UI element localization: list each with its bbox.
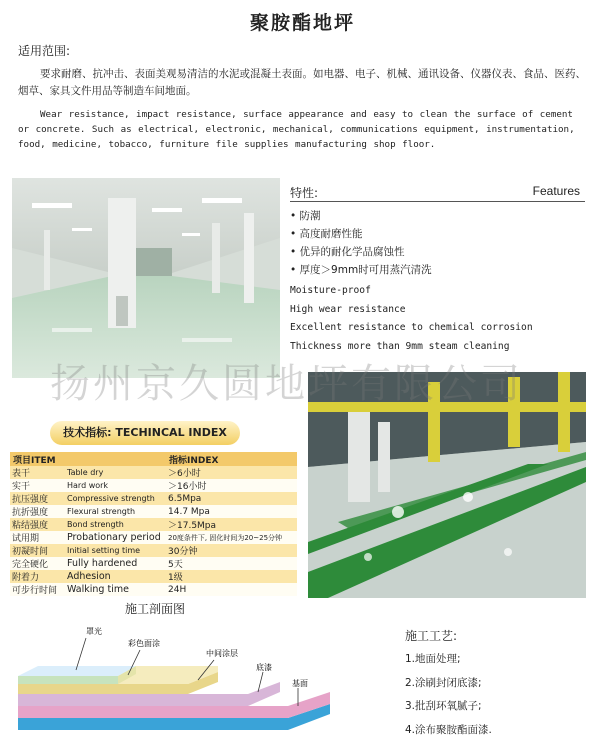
feature-item: • 优异的耐化学品腐蚀性 (290, 246, 405, 258)
features-list-cn (290, 207, 432, 279)
row-value: 20度条件下, 固化时间为20~25分钟 (166, 531, 297, 544)
scope-en-text: Wear resistance, impact resistance, surface appearance and easy to clean the surface of cement or concrete. Such as electrical, electronic, mechanical, communications equipment, instrumentation, food, medicine, tobacco, furniture file supplies manufacturing shop floor. (18, 109, 575, 150)
cleanroom-photo (12, 178, 280, 378)
cross-section-title: 施工剖面图 (125, 602, 186, 616)
row-cn: 粘结强度 (10, 518, 65, 531)
row-en: Initial setting time (65, 544, 166, 557)
cross-label: 罩光 (86, 627, 102, 636)
table-header-item: 项目ITEM (10, 452, 166, 466)
features-heading (290, 184, 580, 201)
process-step: 2.涂刷封闭底漆; (405, 676, 482, 689)
process-step: 4.涂布聚胺酯面漆. (405, 723, 492, 736)
table-row (10, 466, 297, 479)
row-en: Adhesion (65, 570, 166, 583)
row-cn: 初凝时间 (10, 544, 65, 557)
row-en: Bond strength (65, 518, 166, 531)
tech-index-banner: 技术指标: TECHINCAL INDEX (50, 421, 240, 445)
table-row (10, 557, 297, 570)
feature-item-en: High wear resistance (290, 303, 406, 315)
row-en: Fully hardened (65, 557, 166, 570)
row-value: 6.5Mpa (166, 492, 297, 505)
row-value: ＞6小时 (166, 466, 297, 479)
features-heading-en: Features (532, 184, 580, 198)
cross-label: 基面 (292, 679, 308, 688)
scope-heading: 适用范围: (18, 44, 71, 58)
row-value: 1级 (166, 570, 297, 583)
feature-item-en: Moisture-proof (290, 285, 371, 296)
row-cn: 完全硬化 (10, 557, 65, 570)
table-header-row (10, 452, 297, 466)
row-value: 24H (166, 583, 297, 596)
row-en: Probationary period (65, 531, 166, 544)
process-title: 施工工艺: (405, 629, 458, 643)
row-cn: 实干 (10, 479, 65, 492)
row-cn: 抗压强度 (10, 492, 65, 505)
table-row (10, 492, 297, 505)
table-row (10, 531, 297, 544)
row-cn: 可步行时间 (10, 583, 65, 596)
cross-label: 底漆 (256, 663, 272, 672)
row-en: Compressive strength (65, 492, 166, 505)
feature-item: • 高度耐磨性能 (290, 228, 363, 240)
row-value: 30分钟 (166, 544, 297, 557)
row-cn: 试用期 (10, 531, 65, 544)
cross-section-diagram (18, 620, 348, 740)
table-row (10, 544, 297, 557)
row-en: Table dry (65, 466, 166, 479)
cross-label: 中间涂层 (206, 649, 238, 658)
row-value: ＞16小时 (166, 479, 297, 492)
table-row (10, 505, 297, 518)
row-cn: 抗折强度 (10, 505, 65, 518)
row-value: 5天 (166, 557, 297, 570)
row-cn: 表干 (10, 466, 65, 479)
process-step: 1.地面处理; (405, 653, 461, 665)
row-en: Flexural strength (65, 505, 166, 518)
table-row (10, 518, 297, 531)
features-list-en (290, 282, 533, 356)
feature-item-en: Excellent resistance to chemical corrosion (290, 322, 533, 333)
row-en: Walking time (65, 583, 166, 596)
row-en: Hard work (65, 479, 166, 492)
table-header-index: 指标INDEX (166, 452, 297, 466)
features-heading-cn: 特性: (290, 186, 319, 200)
feature-item: • 防潮 (290, 210, 321, 222)
page-title: 聚胺酯地坪 (249, 12, 355, 34)
company-watermark: 扬州京久圆地坪有限公司 (50, 361, 523, 407)
row-value: ＞17.5Mpa (166, 518, 297, 531)
row-cn: 附着力 (10, 570, 65, 583)
cross-label: 彩色面涂 (128, 639, 160, 648)
row-value: 14.7 Mpa (166, 505, 297, 518)
table-row (10, 583, 297, 596)
tech-index-table (10, 452, 297, 596)
table-row (10, 479, 297, 492)
feature-item: • 厚度＞9mm时可用蒸汽清洗 (290, 264, 432, 276)
feature-item-en: Thickness more than 9mm steam cleaning (290, 340, 510, 352)
process-steps (405, 648, 492, 742)
features-divider (290, 201, 585, 202)
process-step: 3.批刮环氧腻子; (405, 700, 482, 712)
scope-cn-text: 要求耐磨、抗冲击、表面美观易清洁的水泥或混凝土表面。如电器、电子、机械、通讯设备、仪器仪表、食品、医药、烟草、家具文件用品等制造车间地面。 (18, 68, 586, 97)
table-row (10, 570, 297, 583)
